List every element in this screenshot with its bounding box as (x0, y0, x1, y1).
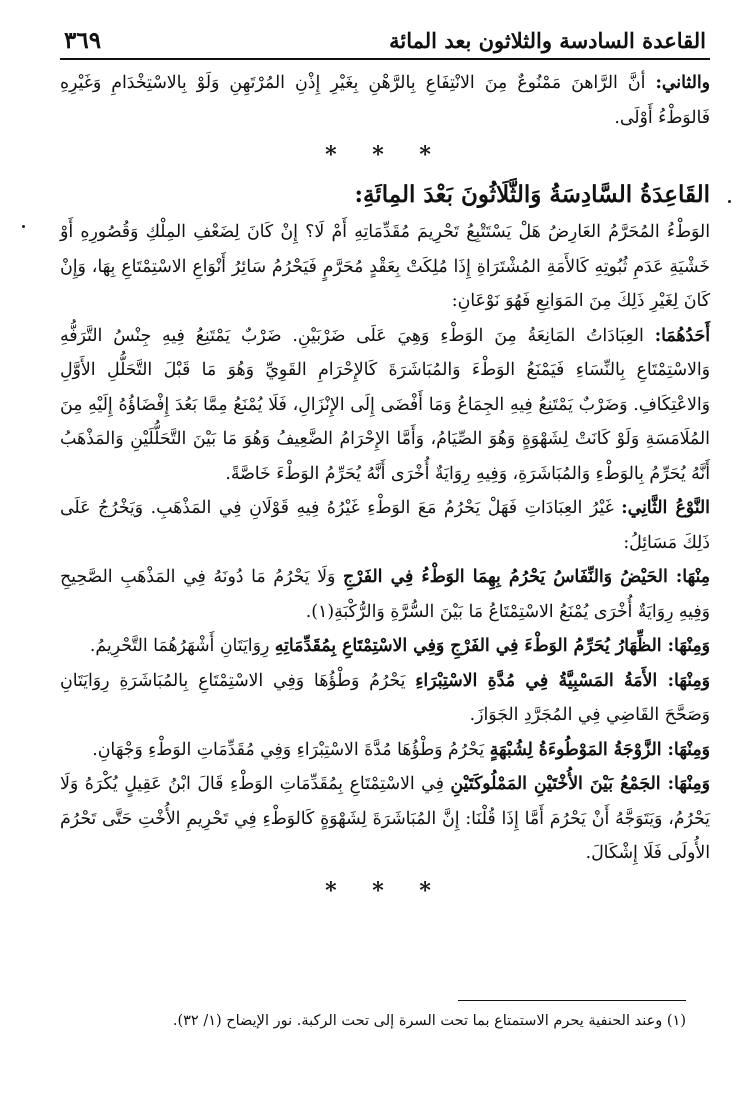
paragraph-text: غَيْرُ العِبَادَاتِ فَهَلْ يَحْرُمُ مَعَ الوَطْءِ غَيْرُهُ فِيهِ قَوْلَانِ فِي المَذْهَبِ. وَيَخْرُجُ عَلَى ذَلِكَ مَسَائِلُ: (60, 498, 710, 553)
paragraph-text: يَحْرُمُ وَطْؤُهَا وَفِي الاسْتِمْتَاعِ بِالمُبَاشَرَةِ رِوَايَتَانِ وَصَحَّحَ القَاضِي فِي المُجَرَّدِ الجَوَازَ. (60, 670, 710, 725)
section-title: القَاعِدَةُ السَّادِسَةُ وَالثَّلَاثُونَ بَعْدَ المِائَةِ: (354, 181, 710, 208)
paragraph-text: أنَّ الرَّاهنَ مَمْنُوعٌ مِنَ الانْتِفَاعِ بِالرَّهْنِ بِغَيْرِ إِذْنِ المُرْتَهِنِ وَلَوْ بِالاسْتِخْدَامِ وَغَيْرِهِ فَالوَطْءُ أَوْلَى. (60, 73, 710, 128)
paragraph-text: وَلَا يَحْرُمُ مَا دُونَهُ فِي المَذْهَبِ الصَّحِيحِ وَفِيهِ رِوَايَةٌ أُخْرَى يُمْنَعُ الاسْتِمْتَاعُ مَا بَيْنَ السُّرَّةِ وَالرُّكْبَةِ(١). (60, 567, 710, 622)
page-number: ٣٦٩ (64, 27, 102, 54)
header-title: القاعدة السادسة والثلاثون بعد المائة (389, 28, 706, 53)
paragraph-menstruation (60, 560, 710, 629)
paragraph-two-sisters (60, 767, 710, 871)
paragraph-lead: مِنْهَا: الحَيْضُ وَالنِّفَاسُ يَحْرُمُ بِهِمَا الوَطْءُ فِي الفَرْجِ (342, 567, 710, 587)
page (60, 22, 710, 911)
paragraph-lead: وَمِنْهَا: الجَمْعُ بَيْنَ الأُخْتَيْنِ المَمْلُوكَتَيْنِ (450, 774, 711, 794)
paragraph-second-point (60, 66, 710, 135)
main-text (60, 66, 710, 907)
paragraph-text: العِبَادَاتُ المَانِعَةُ مِنَ الوَطْءِ وَهِيَ عَلَى ضَرْبَيْنِ. ضَرْبٌ يَمْتَنِعُ فِيهِ جِنْسُ التَّرَفُّهِ وَالاسْتِمْتَاعِ بِالنِّسَاءِ فَيَمْنَعُ الوَطْءَ وَالمُبَاشَرَةَ كَالإِحْرَامِ القَوِيِّ وَهُوَ مَا قَبْلَ التَّحَلُّلِ الأَوَّلِ وَالاعْتِكَافِ. وَضَرْبٌ يَمْتَنِعُ فِيهِ الجِمَاعُ وَمَا أَفْضَى إِلَى الإِنْزَالِ، فَلَا يُمْنَعُ مِمَّا بَعُدَ إِفْضَاؤُهُ إِلَيْهِ مِنَ المُلَامَسَةِ وَلَوْ كَانَتْ لِشَهْوَةٍ وَهُوَ الصِّيَامُ، وَأَمَّا الإِحْرَامُ الضَّعِيفُ وَهُوَ مَا بَيْنَ التَّحَلُّلَيْنِ وَالمَذْهَبُ أَنَّهُ يُحَرِّمُ بِالوَطْءِ وَالمُبَاشَرَةِ، وَفِيهِ رِوَايَةٌ أُخْرَى أَنَّهُ يُحَرِّمُ الوَطْءَ خَاصَّةً. (60, 325, 710, 484)
paragraph-text: فِي الاسْتِمْتَاعِ بِمُقَدِّمَاتِ الوَطْءِ قَالَ ابْنُ عَقِيلٍ يُكْرَهُ وَلَا يَحْرُمُ، وَيَتَوَجَّهُ أَنْ يَحْرُمَ أَمَّا إِذَا قُلْنَا: إِنَّ المُبَاشَرَةَ لِشَهْوَةٍ كَالوَطْءِ فِي تَحْرِيمِ الأُخْتِ حَتَّى تَحْرُمَ الأُولَى فَلَا إِشْكَالَ. (60, 774, 710, 863)
scan-speck (22, 225, 25, 228)
paragraph-lead: وَمِنْهَا: الظِّهَارُ يُحَرِّمُ الوَطْءَ فِي الفَرْجِ وَفِي الاسْتِمْتَاعِ بِمُقَدِّمَاتِهِ (274, 636, 710, 656)
section-separator-bottom: * * * (325, 877, 445, 904)
scan-speck (728, 200, 731, 203)
paragraph-text: رِوَايَتَانِ أَشْهَرُهُمَا التَّحْرِيمُ. (89, 636, 275, 656)
paragraph-text: الوَطْءُ المُحَرَّمُ العَارِضُ هَلْ يَسْتَتْبِعُ تَحْرِيمَ مُقَدِّمَاتِهِ أَمْ لَا؟ إِنْ كَانَ لِضَعْفِ المِلْكِ وَقُصُورِهِ أَوْ خَشْيَةِ عَدَمِ ثُبُوتِهِ كَالأَمَةِ المُشْتَرَاةِ إِذَا مُلِكَتْ بِعَقْدٍ مُحَرَّمٍ فَيَحْرُمُ سَائِرُ أَنْوَاعِ الاسْتِمْتَاعِ بِهَا، وَإِنْ كَانَ لِغَيْرِ ذَلِكَ مِنَ المَوَانِعِ فَهُوَ نَوْعَانِ: (60, 222, 710, 311)
paragraph-lead: أَحَدُهُمَا: (654, 325, 710, 346)
paragraph-lead: النَّوْعُ الثَّانِي: (621, 498, 710, 518)
running-header (60, 22, 710, 60)
paragraph-lead: والثاني: (655, 73, 710, 93)
paragraph-intro (60, 215, 710, 319)
paragraph-first-type (60, 319, 710, 492)
footnote: (١) وعند الحنفية يحرم الاستمتاع بما تحت السرة إلى تحت الركبة. نور الإيضاح (١/ ٣٢). (172, 1013, 686, 1029)
paragraph-second-type (60, 491, 710, 560)
paragraph-text: يَحْرُمُ وَطْؤُهَا مُدَّةَ الاسْتِبْرَاءِ وَفِي مُقَدِّمَاتِ الوَطْءِ وَجْهَانِ. (92, 739, 490, 760)
paragraph-lead: وَمِنْهَا: الزَّوْجَةُ المَوْطُوءَةُ لِشُبْهَةٍ (489, 739, 710, 760)
paragraph-captive (60, 664, 710, 733)
section-separator-top: * * * (325, 142, 445, 168)
paragraph-lead: وَمِنْهَا: الأَمَةُ المَسْبِيَّةُ فِي مُدَّةِ الاسْتِبْرَاءِ (415, 670, 710, 691)
paragraph-zihar (60, 629, 710, 664)
footnote-divider (458, 1000, 686, 1001)
paragraph-wife-doubt (60, 733, 710, 768)
